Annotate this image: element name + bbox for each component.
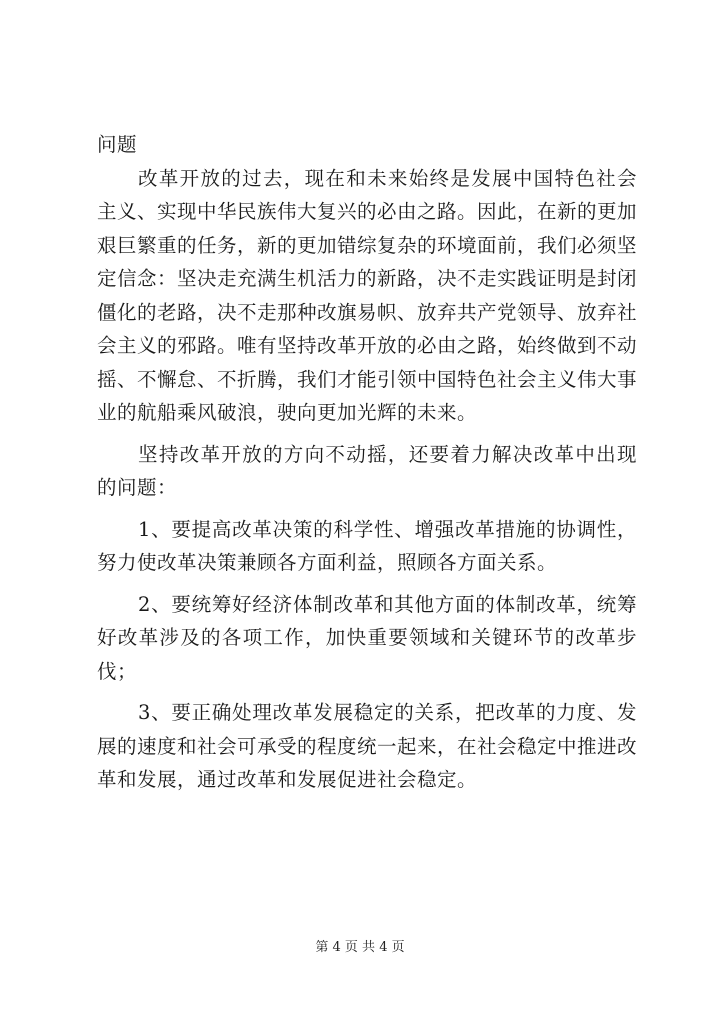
paragraph-reform-path: 改革开放的过去，现在和未来始终是发展中国特色社会主义、实现中华民族伟大复兴的必由之路。因此，在新的更加艰巨繁重的任务，新的更加错综复杂的环境面前，我们必须坚定信念：坚决走充满生机活力的新路，决不走实践证明是封闭僵化的老路，决不走那种改旗易帜、放弃共产党领导、放弃社会主义的邪路。唯有坚持改革开放的必由之路，始终做到不动摇、不懈怠、不折腾，我们才能引领中国特色社会主义伟大事业的航船乘风破浪，驶向更加光辉的未来。 xyxy=(97,166,638,424)
paragraph-continuation: 问题 xyxy=(97,133,138,156)
list-item-1: 1、要提高改革决策的科学性、增强改革措施的协调性，努力使改革决策兼顾各方面利益，照顾各方面关系。 xyxy=(97,517,637,574)
document-body xyxy=(97,128,637,805)
page-footer: 第 4 页 共 4 页 xyxy=(315,940,405,955)
paragraph-problems-intro: 坚持改革开放的方向不动摇，还要着力解决改革中出现的问题： xyxy=(97,442,637,499)
list-item-3: 3、要正确处理改革发展稳定的关系，把改革的力度、发展的速度和社会可承受的程度统一起来，在社会稳定中推进改革和发展，通过改革和发展促进社会稳定。 xyxy=(97,701,638,791)
list-item-2: 2、要统筹好经济体制改革和其他方面的体制改革，统筹好改革涉及的各项工作，加快重要领域和关键环节的改革步伐； xyxy=(97,592,637,683)
